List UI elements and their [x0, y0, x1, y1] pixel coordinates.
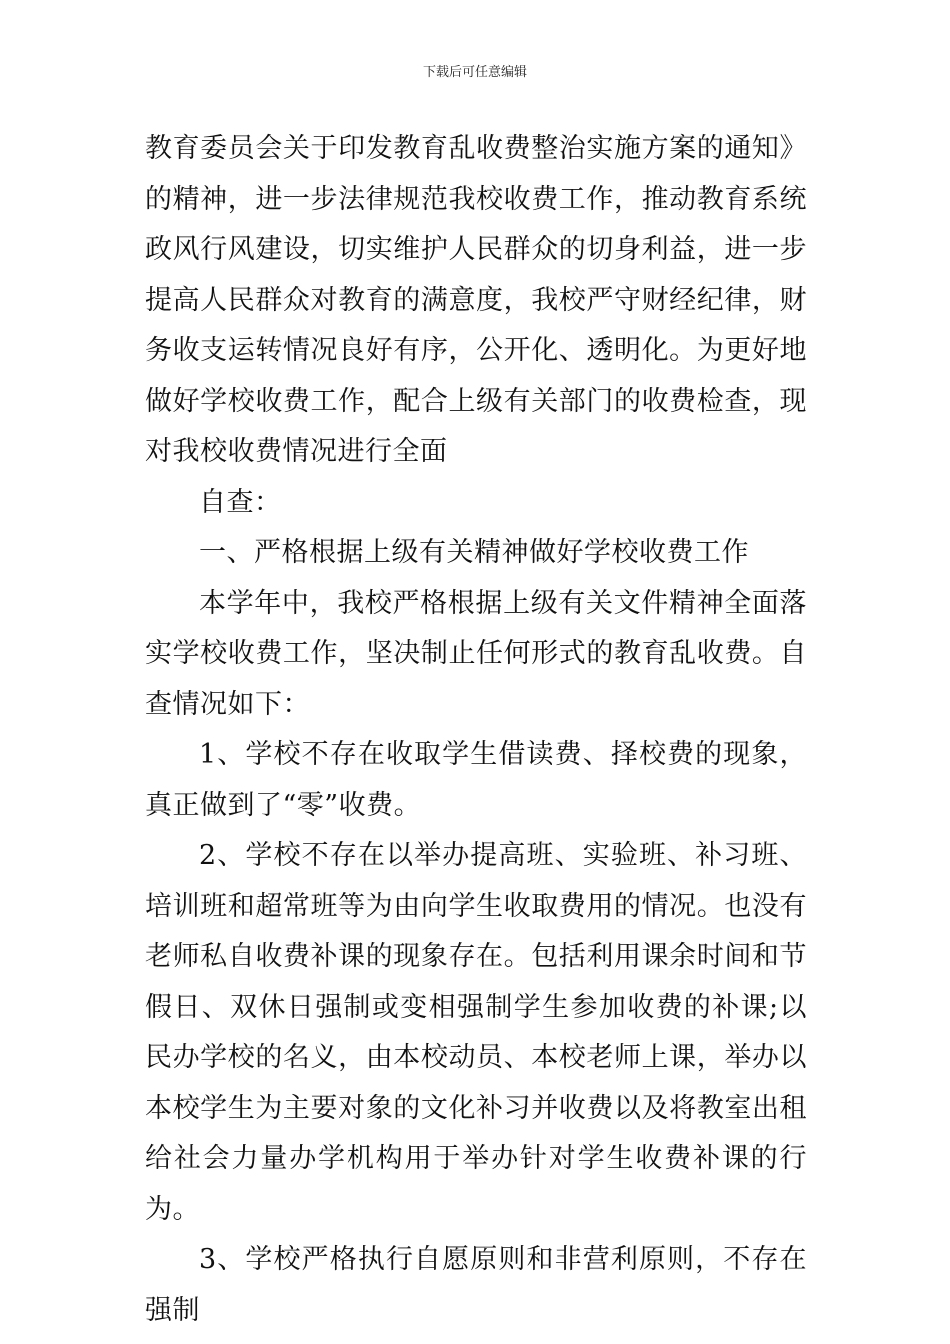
list-item-1: 1、学校不存在收取学生借读费、择校费的现象，真正做到了“零”收费。 — [145, 739, 807, 821]
paragraph-intro: 教育委员会关于印发教育乱收费整治实施方案的通知》的精神，进一步法律规范我校收费工作，推动教育系统政风行风建设，切实维护人民群众的切身利益，进一步提高人民群众对教育的满意度，我校严守财经纪律，财务收支运转情况良好有序，公开化、透明化。为更好地做好学校收费工作，配合上级有关部门的收费检查，现对我校收费情况进行全面 — [145, 133, 807, 467]
list-item-2: 2、学校不存在以举办提高班、实验班、补习班、培训班和超常班等为由向学生收取费用的情况。也没有老师私自收费补课的现象存在。包括利用课余时间和节假日、双休日强制或变相强制学生参加收费的补课;以民办学校的名义，由本校动员、本校老师上课，举办以本校学生为主要对象的文化补习并收费以及将教室出租给社会力量办学机构用于举办针对学生收费补课的行为。 — [145, 840, 807, 1225]
section-heading-1: 一、严格根据上级有关精神做好学校收费工作 — [199, 537, 749, 568]
paragraph-self-check-label: 自查： — [199, 486, 282, 518]
document-body — [145, 124, 807, 1336]
list-item-3: 3、学校严格执行自愿原则和非营利原则，不存在强制 — [145, 1244, 807, 1326]
page-header: 下载后可任意编辑 — [422, 65, 527, 80]
paragraph-summary: 本学年中，我校严格根据上级有关文件精神全面落实学校收费工作，坚决制止任何形式的教育乱收费。自查情况如下： — [145, 587, 807, 720]
